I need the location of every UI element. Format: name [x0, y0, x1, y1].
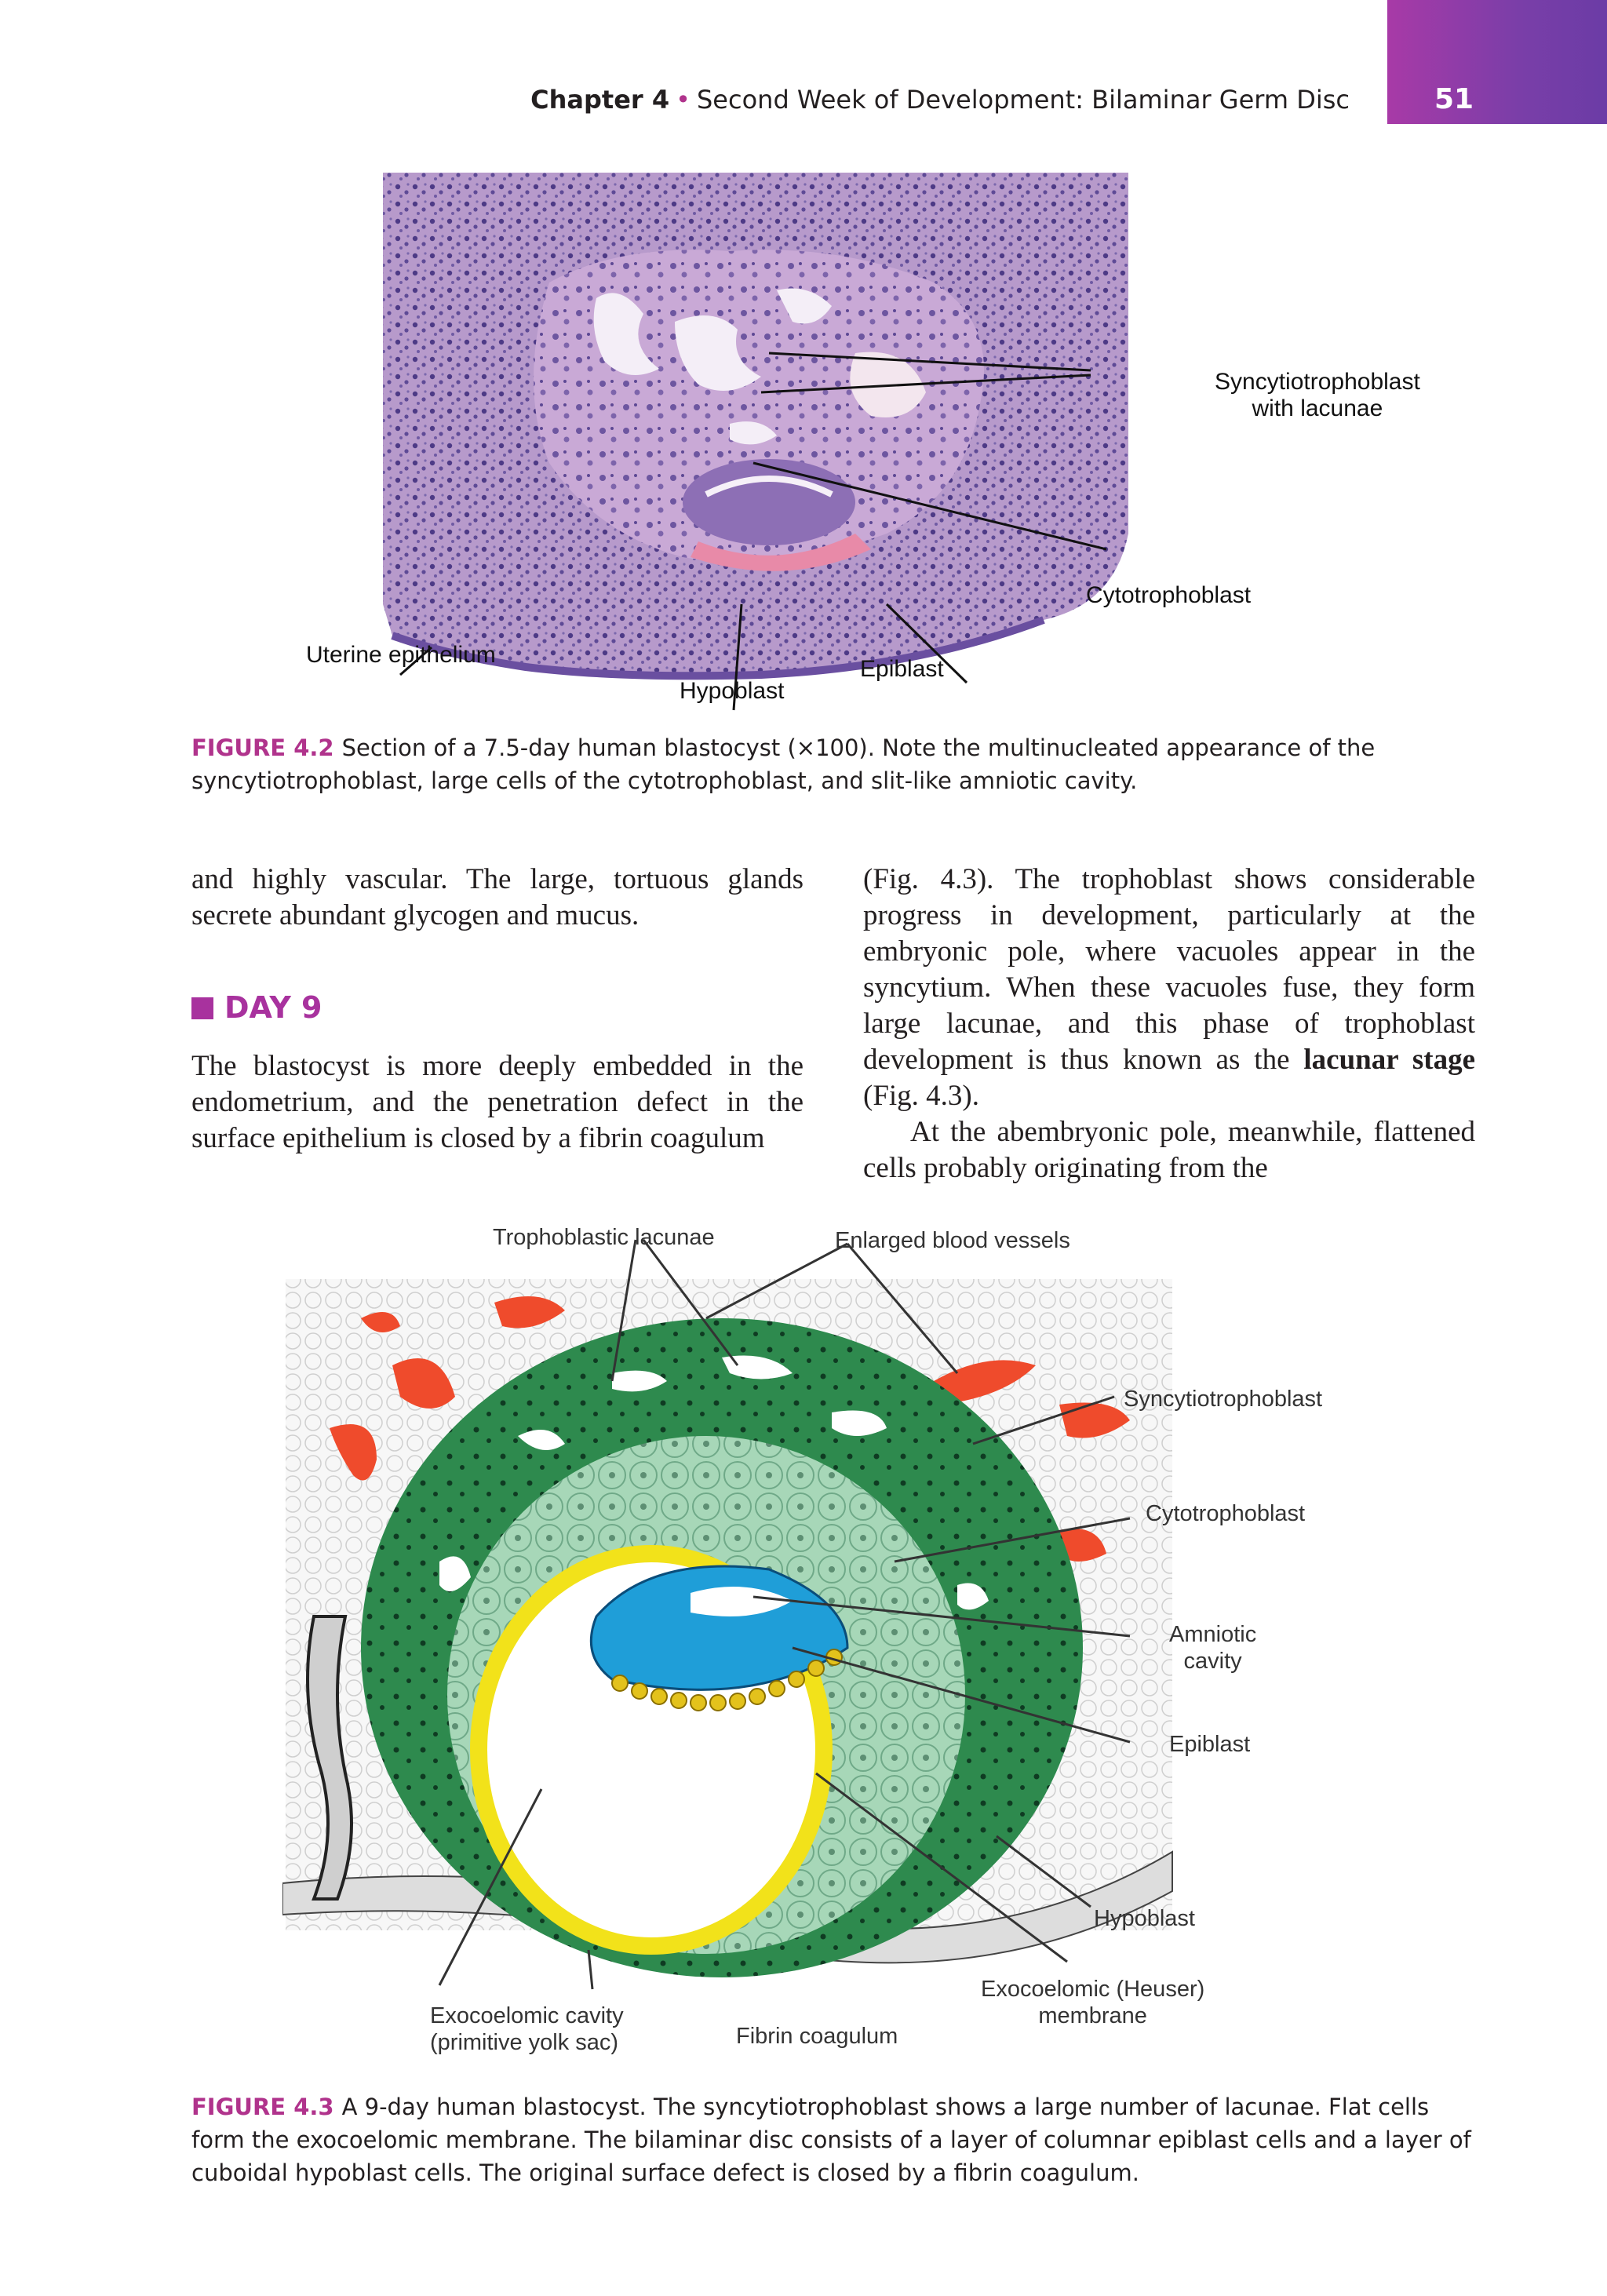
heading-square-icon: [191, 997, 213, 1019]
figure-4-2-id: FIGURE 4.2: [191, 734, 334, 761]
page-number: 51: [1434, 83, 1474, 115]
label-uterine-epithelium: Uterine epithelium: [306, 642, 496, 668]
chapter-label: Chapter 4: [530, 85, 670, 115]
label-syncytiotrophoblast: Syncytiotrophoblast: [1124, 1387, 1323, 1412]
label-trophoblastic-lacunae: Trophoblastic lacunae: [493, 1225, 715, 1250]
figure-4-2-caption: [191, 731, 1475, 797]
section-heading-text: DAY 9: [224, 990, 322, 1025]
label-amniotic-cavity: Amniotic cavity: [1169, 1622, 1257, 1674]
label-epiblast-fig3: Epiblast: [1169, 1732, 1251, 1757]
right-column: [863, 862, 1475, 1186]
chapter-title: Second Week of Development: Bilaminar Germ Disc: [696, 85, 1350, 115]
label-cytotrophoblast: Cytotrophoblast: [1086, 582, 1252, 608]
label-enlarged-blood-vessels: Enlarged blood vessels: [835, 1228, 1070, 1253]
figure-4-3-caption-text: A 9-day human blastocyst. The syncytiotrophoblast shows a large number of lacunae. Flat cells form the exocoelomic membrane. The bilaminar disc consists of a layer of columnar epiblast cells and a layer of cuboidal hypoblast cells. The original surface defect is closed by a fibrin coagulum.: [191, 2094, 1471, 2186]
figure-4-3-caption: [191, 2090, 1475, 2189]
term-lacunar-stage: lacunar stage: [1303, 1044, 1475, 1076]
label-cytotrophoblast-fig3: Cytotrophoblast: [1146, 1501, 1306, 1526]
left-column-top: [191, 862, 804, 934]
label-epiblast: Epiblast: [860, 656, 944, 682]
left-paragraph-1: and highly vascular. The large, tortuous glands secrete abundant glycogen and mucus.: [191, 863, 804, 931]
label-syncytiotrophoblast-lacunae: Syncytiotrophoblast with lacunae: [1215, 369, 1420, 421]
left-paragraph-2: The blastocyst is more deeply embedded in the endometrium, and the penetration defect in the surface epithelium is closed by a fibrin coagulum: [191, 1050, 804, 1154]
label-exocoelomic-cavity: Exocoelomic cavity (primitive yolk sac): [430, 2003, 624, 2055]
left-column-bottom: [191, 1048, 804, 1157]
right-paragraph-1: (Fig. 4.3). The trophoblast shows considerable progress in development, particularly at the embryonic pole, where vacuoles appear in the syncytium. When these vacuoles fuse, they form large lacunae, and this phase of trophoblast development is thus known as the lacunar stage (Fig. 4.3).: [863, 863, 1475, 1112]
label-hypoblast-fig3: Hypoblast: [1094, 1906, 1195, 1931]
running-header: [0, 85, 1350, 115]
right-paragraph-2: At the abembryonic pole, meanwhile, flattened cells probably originating from the: [863, 1116, 1475, 1184]
figure-4-3-id: FIGURE 4.3: [191, 2094, 334, 2120]
figure-4-2-caption-text: Section of a 7.5-day human blastocyst (×100). Note the multinucleated appearance of the syncytiotrophoblast, large cells of the cytotrophoblast, and slit-like amniotic cavity.: [191, 734, 1376, 794]
section-heading-day-9: [191, 990, 322, 1025]
header-separator: •: [676, 85, 691, 115]
label-hypoblast: Hypoblast: [680, 678, 785, 704]
label-fibrin-coagulum: Fibrin coagulum: [736, 2024, 898, 2049]
label-heuser-membrane: Exocoelomic (Heuser) membrane: [981, 1977, 1205, 2028]
figure-4-2-micrograph: [290, 165, 1334, 714]
